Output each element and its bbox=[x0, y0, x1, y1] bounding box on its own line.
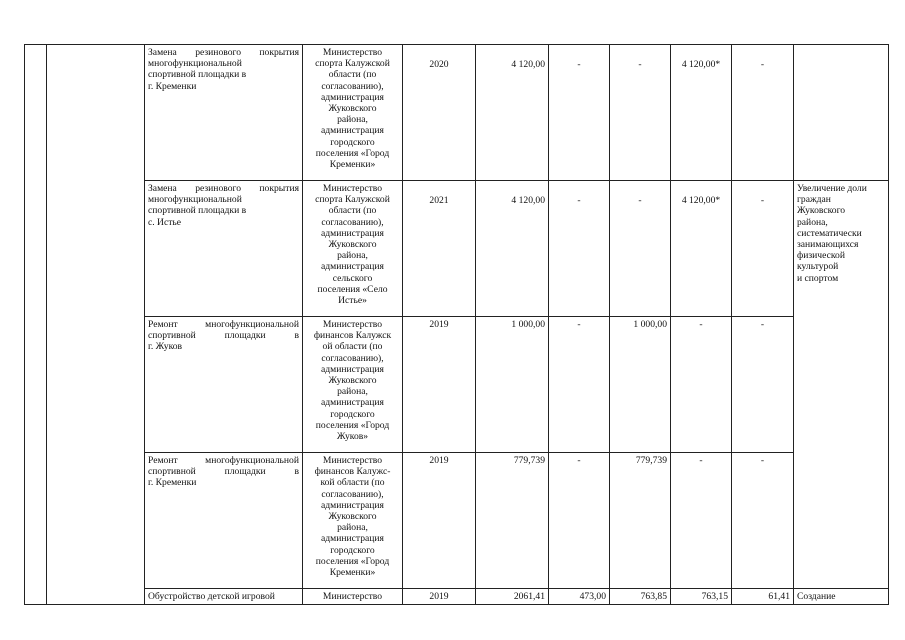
executor-line: согласованию), bbox=[321, 80, 384, 92]
result-line: систематически bbox=[797, 227, 862, 239]
table-row bbox=[25, 453, 889, 589]
funding-cell-a: - bbox=[549, 45, 610, 181]
total-cell: 2061,41 bbox=[476, 589, 549, 605]
executor-line: района, bbox=[337, 386, 368, 398]
funding-cell-c: - bbox=[671, 317, 732, 453]
executor-line: Жуков» bbox=[336, 431, 369, 443]
funding-cell-b: 1 000,00 bbox=[610, 317, 671, 453]
executor-line: Министерство bbox=[322, 47, 383, 58]
executor-line: согласованию), bbox=[321, 216, 384, 228]
executor-line: Кременки» bbox=[329, 567, 376, 579]
result-line: граждан bbox=[797, 194, 831, 206]
measure-name-cell bbox=[145, 45, 303, 181]
total-cell: 779,739 bbox=[476, 453, 549, 589]
measure-name-line: многофункциональной bbox=[148, 58, 242, 70]
year-cell: 2021 bbox=[403, 181, 476, 317]
executor-line: поселения «Город bbox=[315, 147, 390, 159]
funding-cell-a: 473,00 bbox=[549, 589, 610, 605]
total-cell: 4 120,00 bbox=[476, 181, 549, 317]
funding-cell-d: 61,41 bbox=[732, 589, 794, 605]
funding-cell-a: - bbox=[549, 181, 610, 317]
index-cell bbox=[25, 45, 47, 605]
measure-name-line: г. Кременки bbox=[148, 477, 197, 489]
measure-name-line: г. Жуков bbox=[148, 341, 183, 353]
funding-cell-c: - bbox=[671, 453, 732, 589]
executor-line: Министерство bbox=[322, 319, 383, 330]
executor-line: администрация bbox=[321, 91, 384, 103]
result-line: культурой bbox=[797, 261, 839, 273]
executor-line: области (по bbox=[328, 205, 377, 217]
measure-name-cell bbox=[145, 317, 303, 453]
executor-line: района, bbox=[337, 522, 368, 534]
executor-line: кой области (по bbox=[320, 477, 385, 489]
executor-line: администрация bbox=[321, 227, 384, 239]
result-cell bbox=[794, 181, 889, 589]
executor-line: Министерство bbox=[322, 591, 383, 602]
executor-line: спорта Калужской bbox=[315, 58, 390, 70]
result-line: физической bbox=[797, 250, 845, 262]
funding-cell-c: 4 120,00* bbox=[671, 45, 732, 181]
measure-name-cell bbox=[145, 181, 303, 317]
measure-name-line: Ремонт многофункциональной bbox=[148, 319, 299, 330]
executor-line: спорта Калужской bbox=[315, 194, 390, 206]
funding-cell-d: - bbox=[732, 453, 794, 589]
year-cell: 2019 bbox=[403, 589, 476, 605]
executor-line: согласованию), bbox=[321, 488, 384, 500]
table-row bbox=[25, 45, 889, 181]
executor-line: области (по bbox=[328, 69, 377, 81]
measure-name-line: Замена резинового покрытия bbox=[148, 47, 299, 58]
executor-line: городского bbox=[330, 544, 375, 556]
measure-name-line: с. Истье bbox=[148, 216, 182, 228]
funding-cell-b: - bbox=[610, 181, 671, 317]
total-cell: 1 000,00 bbox=[476, 317, 549, 453]
measure-name-cell bbox=[145, 589, 303, 605]
executor-line: сельского bbox=[332, 272, 373, 284]
funding-cell-d: - bbox=[732, 181, 794, 317]
executor-line: Истье» bbox=[338, 295, 367, 307]
result-line: и спортом bbox=[797, 272, 839, 284]
funding-cell-a: - bbox=[549, 453, 610, 589]
funding-cell-c: 763,15 bbox=[671, 589, 732, 605]
executor-line: Жуковского bbox=[328, 511, 377, 523]
year-cell: 2019 bbox=[403, 317, 476, 453]
executor-line: Министерство bbox=[322, 455, 383, 466]
executor-line: Кременки» bbox=[329, 159, 376, 171]
year-cell: 2019 bbox=[403, 453, 476, 589]
executor-line: Жуковского bbox=[328, 239, 377, 251]
funding-cell-c: 4 120,00* bbox=[671, 181, 732, 317]
measure-name-cell bbox=[145, 453, 303, 589]
year-cell: 2020 bbox=[403, 45, 476, 181]
executor-line: Жуковского bbox=[328, 103, 377, 115]
measure-name-line: Обустройство детской игровой bbox=[148, 591, 275, 602]
executor-line: финансов Калужск bbox=[313, 330, 392, 342]
executor-line: администрация bbox=[321, 499, 384, 511]
executor-line: ой области (по bbox=[322, 341, 383, 353]
executor-line: поселения «Город bbox=[315, 555, 390, 567]
executor-line: городского bbox=[330, 136, 375, 148]
funding-cell-a: - bbox=[549, 317, 610, 453]
measure-name-line: многофункциональной bbox=[148, 194, 242, 206]
executor-line: администрация bbox=[321, 397, 384, 409]
executor-cell bbox=[303, 181, 403, 317]
funding-cell-b: 763,85 bbox=[610, 589, 671, 605]
table-row bbox=[25, 181, 889, 317]
result-line: района, bbox=[797, 216, 828, 228]
funding-cell-d: - bbox=[732, 317, 794, 453]
measure-name-line: Замена резинового покрытия bbox=[148, 183, 299, 194]
executor-cell bbox=[303, 317, 403, 453]
funding-cell-b: - bbox=[610, 45, 671, 181]
funding-cell-b: 779,739 bbox=[610, 453, 671, 589]
result-line: занимающихся bbox=[797, 239, 859, 251]
executor-line: администрация bbox=[321, 363, 384, 375]
executor-line: Жуковского bbox=[328, 375, 377, 387]
executor-line: района, bbox=[337, 250, 368, 262]
measure-name-line: г. Кременки bbox=[148, 80, 197, 92]
executor-line: городского bbox=[330, 408, 375, 420]
executor-line: района, bbox=[337, 114, 368, 126]
table-row bbox=[25, 317, 889, 453]
executor-line: администрация bbox=[321, 533, 384, 545]
result-cell: Создание bbox=[794, 589, 889, 605]
executor-line: поселения «Город bbox=[315, 419, 390, 431]
funding-cell-d: - bbox=[732, 45, 794, 181]
executor-cell bbox=[303, 453, 403, 589]
executor-line: администрация bbox=[321, 125, 384, 137]
measure-name-line: спортивной площадки в bbox=[148, 205, 247, 217]
executor-line: согласованию), bbox=[321, 352, 384, 364]
executor-cell bbox=[303, 589, 403, 605]
table-row bbox=[25, 589, 889, 605]
measure-name-line: спортивной площадки в bbox=[148, 466, 299, 478]
measure-name-line: Ремонт многофункциональной bbox=[148, 455, 299, 466]
total-cell: 4 120,00 bbox=[476, 45, 549, 181]
task-cell bbox=[47, 45, 145, 605]
executor-line: финансов Калужс- bbox=[314, 466, 391, 478]
executor-cell bbox=[303, 45, 403, 181]
measure-name-line: спортивной площадки в bbox=[148, 330, 299, 342]
program-table bbox=[24, 44, 889, 605]
executor-line: Министерство bbox=[322, 183, 383, 194]
result-line: Увеличение доли bbox=[797, 183, 867, 194]
result-cell bbox=[794, 45, 889, 181]
result-line: Жуковского bbox=[797, 205, 846, 217]
executor-line: поселения «Село bbox=[317, 283, 388, 295]
executor-line: администрация bbox=[321, 261, 384, 273]
measure-name-line: спортивной площадки в bbox=[148, 69, 247, 81]
